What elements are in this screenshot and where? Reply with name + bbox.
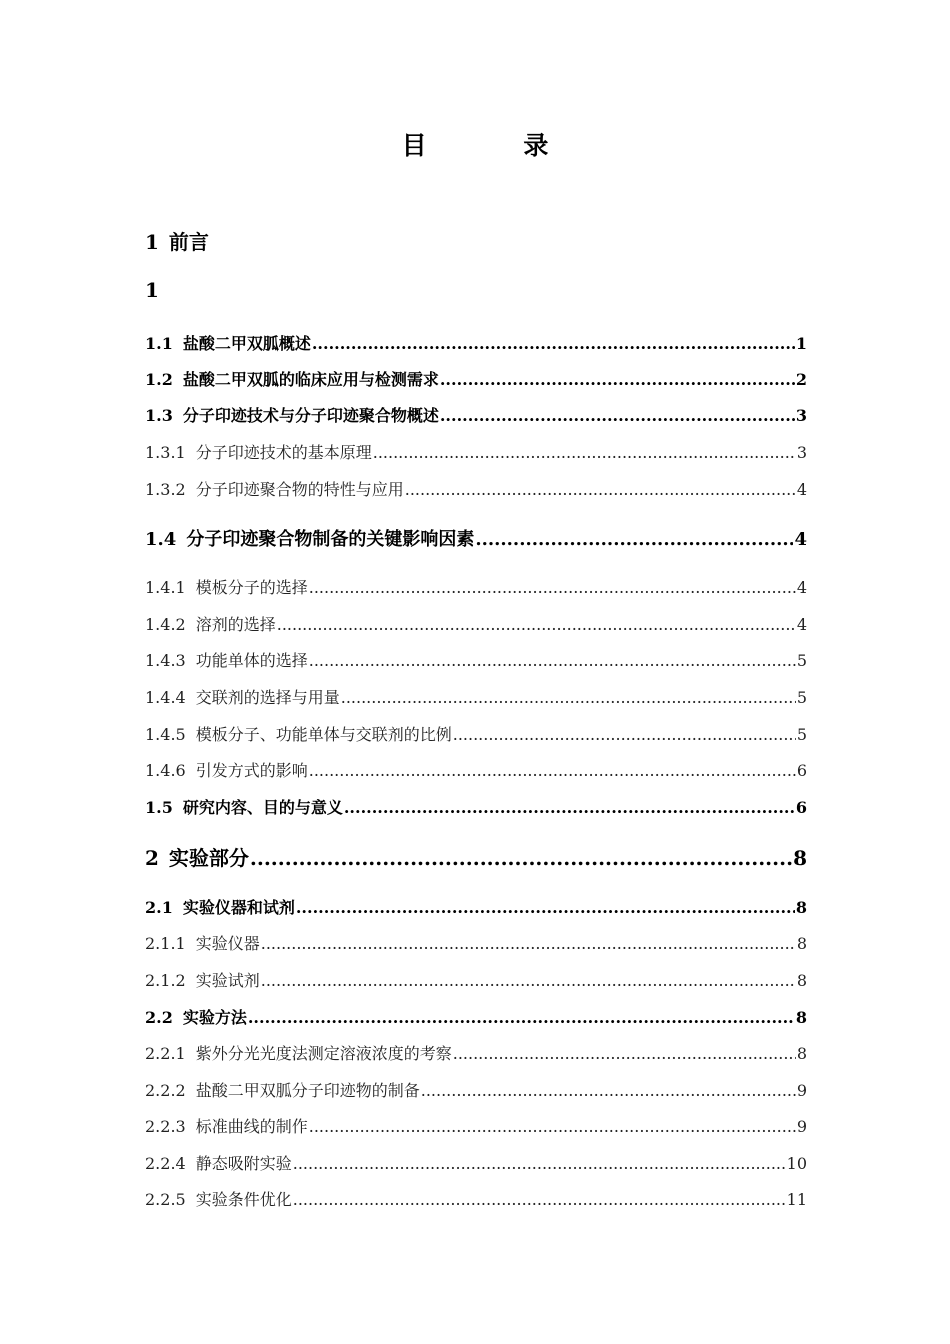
toc-entry-label: 标准曲线的制作: [195, 1117, 308, 1136]
toc-entry-number: 2.2.3: [145, 1117, 186, 1136]
toc-entry-2-2-1[interactable]: [145, 1041, 807, 1064]
toc-entry-number: 2.2.5: [145, 1190, 186, 1209]
toc-entry-number: 2.2.2: [145, 1081, 186, 1100]
toc-entry-1-4-2[interactable]: [145, 612, 807, 635]
toc-entry-number: 1.4.2: [145, 615, 186, 634]
toc-entry-page-number: 4: [796, 480, 807, 499]
toc-entry-chapter-1[interactable]: [145, 226, 807, 255]
toc-entry-page-number: 8: [796, 971, 807, 990]
toc-leader-dots: [293, 1154, 786, 1173]
toc-entry-page-number: 8: [795, 898, 807, 917]
toc-entry-label: 引发方式的影响: [195, 761, 308, 780]
toc-entry-number: 1.3.1: [145, 443, 186, 462]
toc-leader-dots: [309, 1117, 796, 1136]
toc-leader-dots: [296, 898, 795, 917]
toc-leader-dots: [453, 725, 796, 744]
toc-entry-2-2-2[interactable]: [145, 1078, 807, 1101]
toc-entry-number: 1.3.2: [145, 480, 186, 499]
toc-leader-dots: [309, 761, 796, 780]
toc-entry-label: 研究内容、目的与意义: [182, 798, 343, 817]
toc-entry-chapter-2[interactable]: [145, 842, 807, 871]
toc-entry-number: 1.1: [145, 334, 173, 353]
toc-entry-1-4-5[interactable]: [145, 722, 807, 745]
toc-entry-number: 1.4.5: [145, 725, 186, 744]
toc-entry-2-2-4[interactable]: [145, 1151, 807, 1174]
toc-entry-page-number: 3: [795, 406, 807, 425]
toc-entry-label: 盐酸二甲双胍的临床应用与检测需求: [182, 370, 439, 389]
toc-leader-dots: [312, 334, 795, 353]
toc-entry-page-number: 4: [796, 578, 807, 597]
toc-entry-page-number: 2: [795, 370, 807, 389]
toc-entry-1-3-1[interactable]: [145, 440, 807, 463]
toc-entry-number: 1.4.3: [145, 651, 186, 670]
toc-entry-label: 盐酸二甲双胍概述: [182, 334, 311, 353]
toc-entry-label: 分子印迹聚合物制备的关键影响因素: [186, 529, 475, 550]
toc-entry-label: 分子印迹聚合物的特性与应用: [195, 480, 404, 499]
toc-entry-page-number: 5: [796, 725, 807, 744]
toc-entry-label: 盐酸二甲双胍分子印迹物的制备: [195, 1081, 420, 1100]
toc-entry-1-2[interactable]: [145, 367, 807, 390]
toc-entry-page-number: 4: [794, 529, 807, 550]
toc-entry-label: 实验仪器和试剂: [182, 898, 295, 917]
toc-entry-number: 1.4.1: [145, 578, 186, 597]
toc-entry-page-number: 3: [796, 443, 807, 462]
toc-entry-page-number: 5: [796, 651, 807, 670]
toc-entry-number: 1.3: [145, 406, 173, 425]
toc-entry-2-2-3[interactable]: [145, 1114, 807, 1137]
toc-entry-number: 2: [145, 846, 159, 870]
toc-entry-number: 2.1.1: [145, 934, 186, 953]
toc-leader-dots: [344, 798, 795, 817]
toc-entry-label: 静态吸附实验: [195, 1154, 292, 1173]
toc-entry-label: 实验试剂: [195, 971, 260, 990]
toc-entry-number: 1.4: [145, 529, 177, 550]
toc-entry-page-number: 1: [795, 334, 807, 353]
toc-entry-2-1-2[interactable]: [145, 968, 807, 991]
toc-entry-page-number: 11: [786, 1190, 807, 1209]
toc-entry-page-number: 8: [795, 1008, 807, 1027]
toc-entry-1-4-6[interactable]: [145, 758, 807, 781]
toc-entry-label: 前言: [168, 230, 209, 254]
toc-leader-dots: [309, 651, 796, 670]
toc-entry-number: 2.1.2: [145, 971, 186, 990]
toc-entry-number: 2.2.4: [145, 1154, 186, 1173]
toc-leader-dots: [261, 971, 796, 990]
toc-leader-dots: [405, 480, 796, 499]
toc-leader-dots: [373, 443, 796, 462]
toc-entry-1-3[interactable]: [145, 403, 807, 426]
toc-entry-label: 实验条件优化: [195, 1190, 292, 1209]
toc-leader-dots: [440, 370, 795, 389]
toc-entry-number: 2.2: [145, 1008, 173, 1027]
toc-entry-label: 交联剂的选择与用量: [195, 688, 340, 707]
toc-leader-dots: [341, 688, 796, 707]
toc-entry-page-number-chapter-1: 1: [145, 278, 159, 302]
toc-entry-label: 溶剂的选择: [195, 615, 276, 634]
toc-leader-dots: [248, 1008, 795, 1027]
toc-entry-1-5[interactable]: [145, 795, 807, 818]
toc-entry-2-1-1[interactable]: [145, 931, 807, 954]
toc-leader-dots: [250, 846, 792, 870]
toc-entry-page-number: 8: [796, 1044, 807, 1063]
toc-leader-dots: [309, 578, 796, 597]
toc-entry-label: 实验仪器: [195, 934, 260, 953]
toc-entry-page-number: 8: [796, 934, 807, 953]
toc-entry-1-4[interactable]: [145, 525, 807, 551]
toc-entry-page-number: 6: [796, 761, 807, 780]
toc-entry-label: 模板分子、功能单体与交联剂的比例: [195, 725, 452, 744]
toc-leader-dots: [421, 1081, 796, 1100]
toc-entry-1-4-1[interactable]: [145, 575, 807, 598]
toc-entry-number: 1.5: [145, 798, 173, 817]
toc-entry-page-number: 8: [793, 846, 807, 870]
toc-leader-dots: [293, 1190, 786, 1209]
toc-leader-dots: [277, 615, 796, 634]
toc-entry-label: 紫外分光光度法测定溶液浓度的考察: [195, 1044, 452, 1063]
toc-entry-number: 1.4.6: [145, 761, 186, 780]
toc-leader-dots: [453, 1044, 796, 1063]
toc-entry-1-3-2[interactable]: [145, 477, 807, 500]
toc-entry-number: 1.2: [145, 370, 173, 389]
toc-entry-page-number: 6: [795, 798, 807, 817]
toc-entry-page-number: 10: [786, 1154, 807, 1173]
toc-entry-1-4-3[interactable]: [145, 648, 807, 671]
toc-entry-label: 分子印迹技术的基本原理: [195, 443, 372, 462]
toc-entry-number: 1.4.4: [145, 688, 186, 707]
toc-entry-label: 功能单体的选择: [195, 651, 308, 670]
toc-entry-1-1[interactable]: [145, 331, 807, 354]
toc-entry-page-number: 5: [796, 688, 807, 707]
toc-entry-page-number: 4: [796, 615, 807, 634]
toc-entry-number: 2.1: [145, 898, 173, 917]
toc-entry-2-2[interactable]: [145, 1005, 807, 1028]
toc-entry-page-number: 9: [796, 1117, 807, 1136]
toc-entry-number: 1: [145, 230, 159, 254]
toc-entry-label: 模板分子的选择: [195, 578, 308, 597]
toc-entry-label: 实验部分: [168, 846, 249, 870]
toc-leader-dots: [261, 934, 796, 953]
toc-entry-2-2-5[interactable]: [145, 1187, 807, 1210]
toc-leader-dots: [440, 406, 795, 425]
toc-entry-number: 2.2.1: [145, 1044, 186, 1063]
toc-entry-2-1[interactable]: [145, 895, 807, 918]
toc-entry-page-number: 9: [796, 1081, 807, 1100]
toc-leader-dots: [475, 529, 793, 550]
toc-entry-label: 分子印迹技术与分子印迹聚合物概述: [182, 406, 439, 425]
toc-entry-label: 实验方法: [182, 1008, 247, 1027]
toc-entry-1-4-4[interactable]: [145, 685, 807, 708]
page-title: 目 录: [401, 131, 593, 160]
